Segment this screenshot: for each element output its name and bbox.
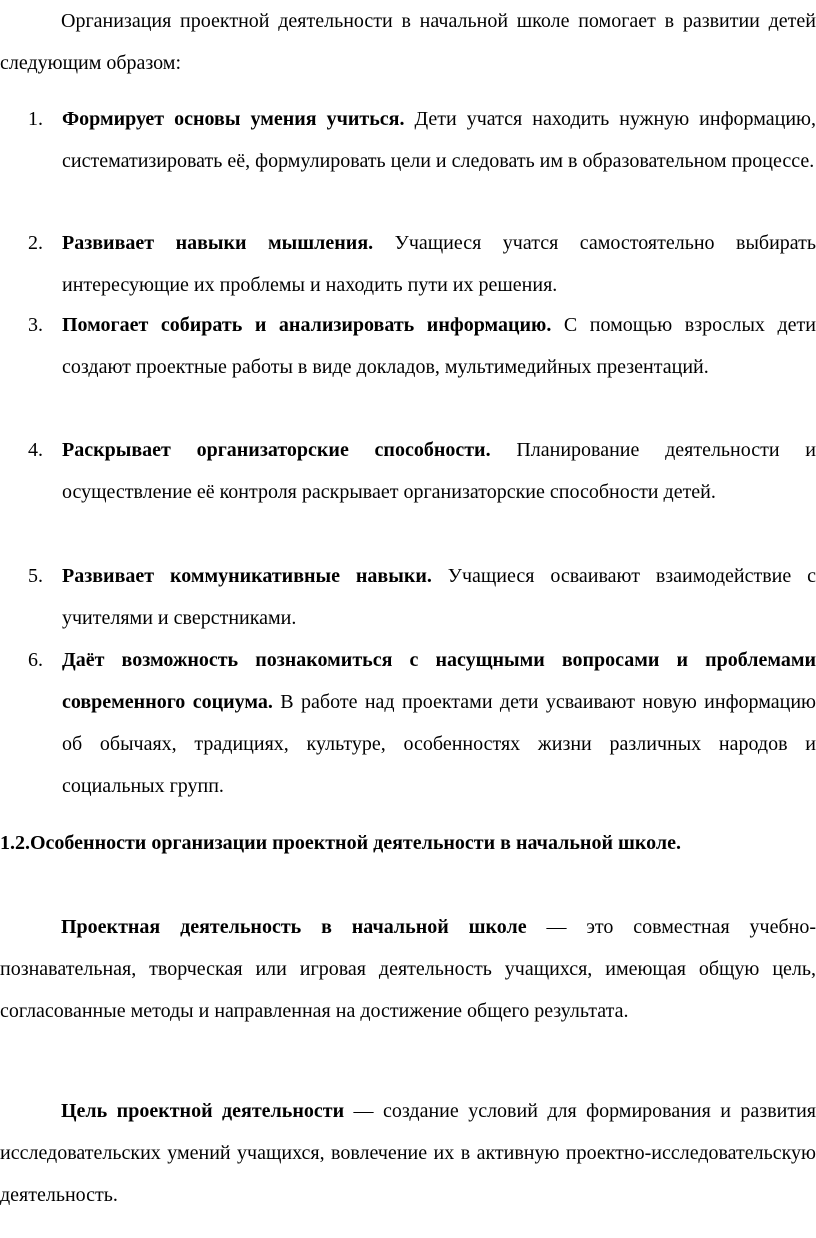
list-item-bold: Помогает собирать и анализировать информацию. — [62, 314, 552, 336]
definition-paragraph — [0, 906, 816, 1032]
definition-text: — это совместная учебно-познавательная, творческая или игровая деятельность учащихся, имеющая общую цель, согласованные методы и направленная на достижение общего результата. — [0, 916, 816, 1022]
list-item-text: Дети учатся находить нужную информацию, систематизировать её, формулировать цели и следовать им в образовательном процессе. — [62, 108, 816, 172]
list-item — [0, 639, 816, 807]
list-item-number: 5. — [28, 565, 43, 587]
list-item-bold: Развивает навыки мышления. — [62, 232, 374, 254]
section-heading: 1.2.Особенности организации проектной деятельности в начальной школе. — [0, 832, 681, 854]
list-item-bold: Развивает коммуникативные навыки. — [62, 565, 432, 587]
list-item — [0, 429, 816, 513]
list-item-number: 4. — [28, 439, 43, 461]
goal-paragraph — [0, 1090, 816, 1216]
list-item-text: С помощью взрослых дети создают проектные работы в виде докладов, мультимедийных презентаций. — [62, 314, 816, 378]
definition-term: Проектная деятельность в начальной школе — [61, 916, 527, 938]
list-item-number: 2. — [28, 232, 43, 254]
list-item-text: Учащиеся учатся самостоятельно выбирать интересующие их проблемы и находить пути их решения. — [62, 232, 816, 296]
list-item-text: Учащиеся осваивают взаимодействие с учителями и сверстниками. — [62, 565, 816, 629]
list-item-body — [62, 304, 816, 388]
list-item-bold: Формирует основы умения учиться. — [62, 108, 405, 130]
list-item-number: 6. — [28, 649, 43, 671]
goal-term: Цель проектной деятельности — [61, 1100, 345, 1122]
list-item-number: 1. — [28, 108, 43, 130]
list-item-body — [62, 639, 816, 807]
list-item-bold: Даёт возможность познакомиться с насущными вопросами и проблемами современного социума. — [62, 649, 816, 713]
goal-text: — создание условий для формирования и развития исследовательских умений учащихся, вовлечение их в активную проектно-исследовательскую деятельность. — [0, 1100, 816, 1206]
list-item-body — [62, 429, 816, 513]
list-item — [0, 555, 816, 639]
list-item-body — [62, 98, 816, 182]
list-item — [0, 98, 816, 182]
list-item-text: В работе над проектами дети усваивают новую информацию об обычаях, традициях, культуре, особенностях жизни различных народов и социальных групп. — [62, 691, 816, 797]
list-item-bold: Раскрывает организаторские способности. — [62, 439, 491, 461]
list-item — [0, 222, 816, 306]
intro-paragraph: Организация проектной деятельности в начальной школе помогает в развитии детей следующим образом: — [0, 10, 816, 74]
list-item-body — [62, 555, 816, 639]
list-item-number: 3. — [28, 314, 43, 336]
list-item-text: Планирование деятельности и осуществление её контроля раскрывает организаторские способности детей. — [62, 439, 816, 503]
list-item-body — [62, 222, 816, 306]
list-item — [0, 304, 816, 388]
